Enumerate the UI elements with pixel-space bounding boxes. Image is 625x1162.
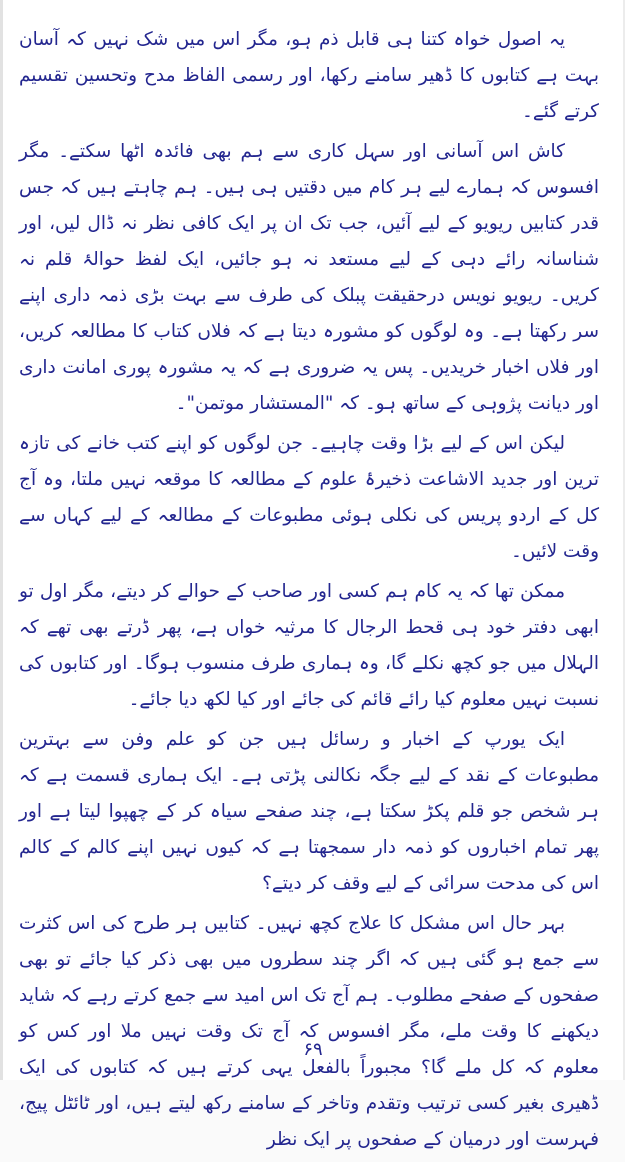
paragraph-2: کاش اس آسانی اور سہل کاری سے ہم بھی فائدہ اٹھا سکتے۔ مگر افسوس کہ ہمارے لیے ہر کام میں دقتیں ہی ہیں۔ ہم چاہتے ہیں کہ جس قدر کتابیں ریویو کے لیے آئیں، جب تک ان پر ایک کافی نظر نہ ڈال لیں، اور شناسانہ رائے دہی کے لیے مستعد نہ ہو جائیں، ایک لفظ حوالۂ قلم نہ کریں۔ ریویو نویس درحقیقت پبلک کی طرف سے بہت بڑی ذمہ داری اپنے سر رکھتا ہے۔ وہ لوگوں کو مشورہ دیتا ہے کہ فلاں کتاب کا مطالعہ کریں، اور فلاں اخبار خریدیں۔ پس یہ ضروری ہے کہ یہ مشورہ پوری امانت داری اور دیانت پژوہی کے ساتھ ہو۔ کہ "المستشار موتمن"۔	[19, 141, 599, 414]
paragraph-5: ایک یورپ کے اخبار و رسائل ہیں جن کو علم وفن سے بہترین مطبوعات کے نقد کے لیے جگہ نکالنی پڑتی ہے۔ ایک ہماری قسمت ہے کہ ہر شخص جو قلم پکڑ سکتا ہے، چند صفحے سیاہ کر کے چھپوا لیتا ہے اور پھر تمام اخباروں کو ذمہ دار سمجھتا ہے کہ کیوں نہیں اپنے کالم کے کالم اس کی مدحت سرائی کے لیے وقف کر دیتے؟	[19, 729, 599, 894]
paragraph-6: بہر حال اس مشکل کا علاج کچھ نہیں۔ کتابیں ہر طرح کی اس کثرت سے جمع ہو گئی ہیں کہ اگر چند سطروں میں بھی ذکر کیا جائے تو بھی صفحوں کے صفحے مطلوب۔ ہم آج تک اس امید سے جمع کرتے رہے کہ شاید دیکھنے کا وقت ملے، مگر افسوس کہ آج تک وقت نہیں ملا اور کس کو معلوم کہ کل ملے گا؟ مجبوراً بالفعل یہی کرتے ہیں کہ کتابوں کی ایک ڈھیری بغیر کسی ترتیب وتقدم وتاخر کے سامنے رکھ لیتے ہیں، اور ٹائٹل پیج، فہرست اور درمیان کے صفحوں پر ایک نظر	[19, 913, 599, 1150]
paragraph-3: لیکن اس کے لیے بڑا وقت چاہیے۔ جن لوگوں کو اپنے کتب خانے کی تازہ ترین اور جدید الاشاعت ذخیرۂ علوم کے مطالعہ کا موقعہ نہیں ملتا، وہ آج کل کے اردو پریس کی نکلی ہوئی مطبوعات کے مطالعہ کے لیے کہاں سے وقت لائیں۔	[19, 433, 599, 562]
page-number: ۶۹	[303, 1039, 323, 1060]
page-text	[19, 22, 599, 1162]
paragraph-1: یہ اصول خواہ کتنا ہی قابل ذم ہو، مگر اس میں شک نہیں کہ آسان بہت ہے کتابوں کا ڈھیر سامنے رکھا، اور رسمی الفاظ مدح وتحسین تقسیم کرتے گئے۔	[19, 29, 599, 122]
paragraph-4: ممکن تھا کہ یہ کام ہم کسی اور صاحب کے حوالے کر دیتے، مگر اول تو ابھی دفتر خود ہی قحط الرجال کا مرثیہ خواں ہے، پھر ڈرتے بھی تھے کہ الہلال میں جو کچھ نکلے گا، وہ ہماری طرف منسوب ہوگا۔ اور کتابوں کی نسبت نہیں معلوم کیا رائے قائم کی جائے اور کیا لکھ دیا جائے۔	[19, 581, 599, 710]
